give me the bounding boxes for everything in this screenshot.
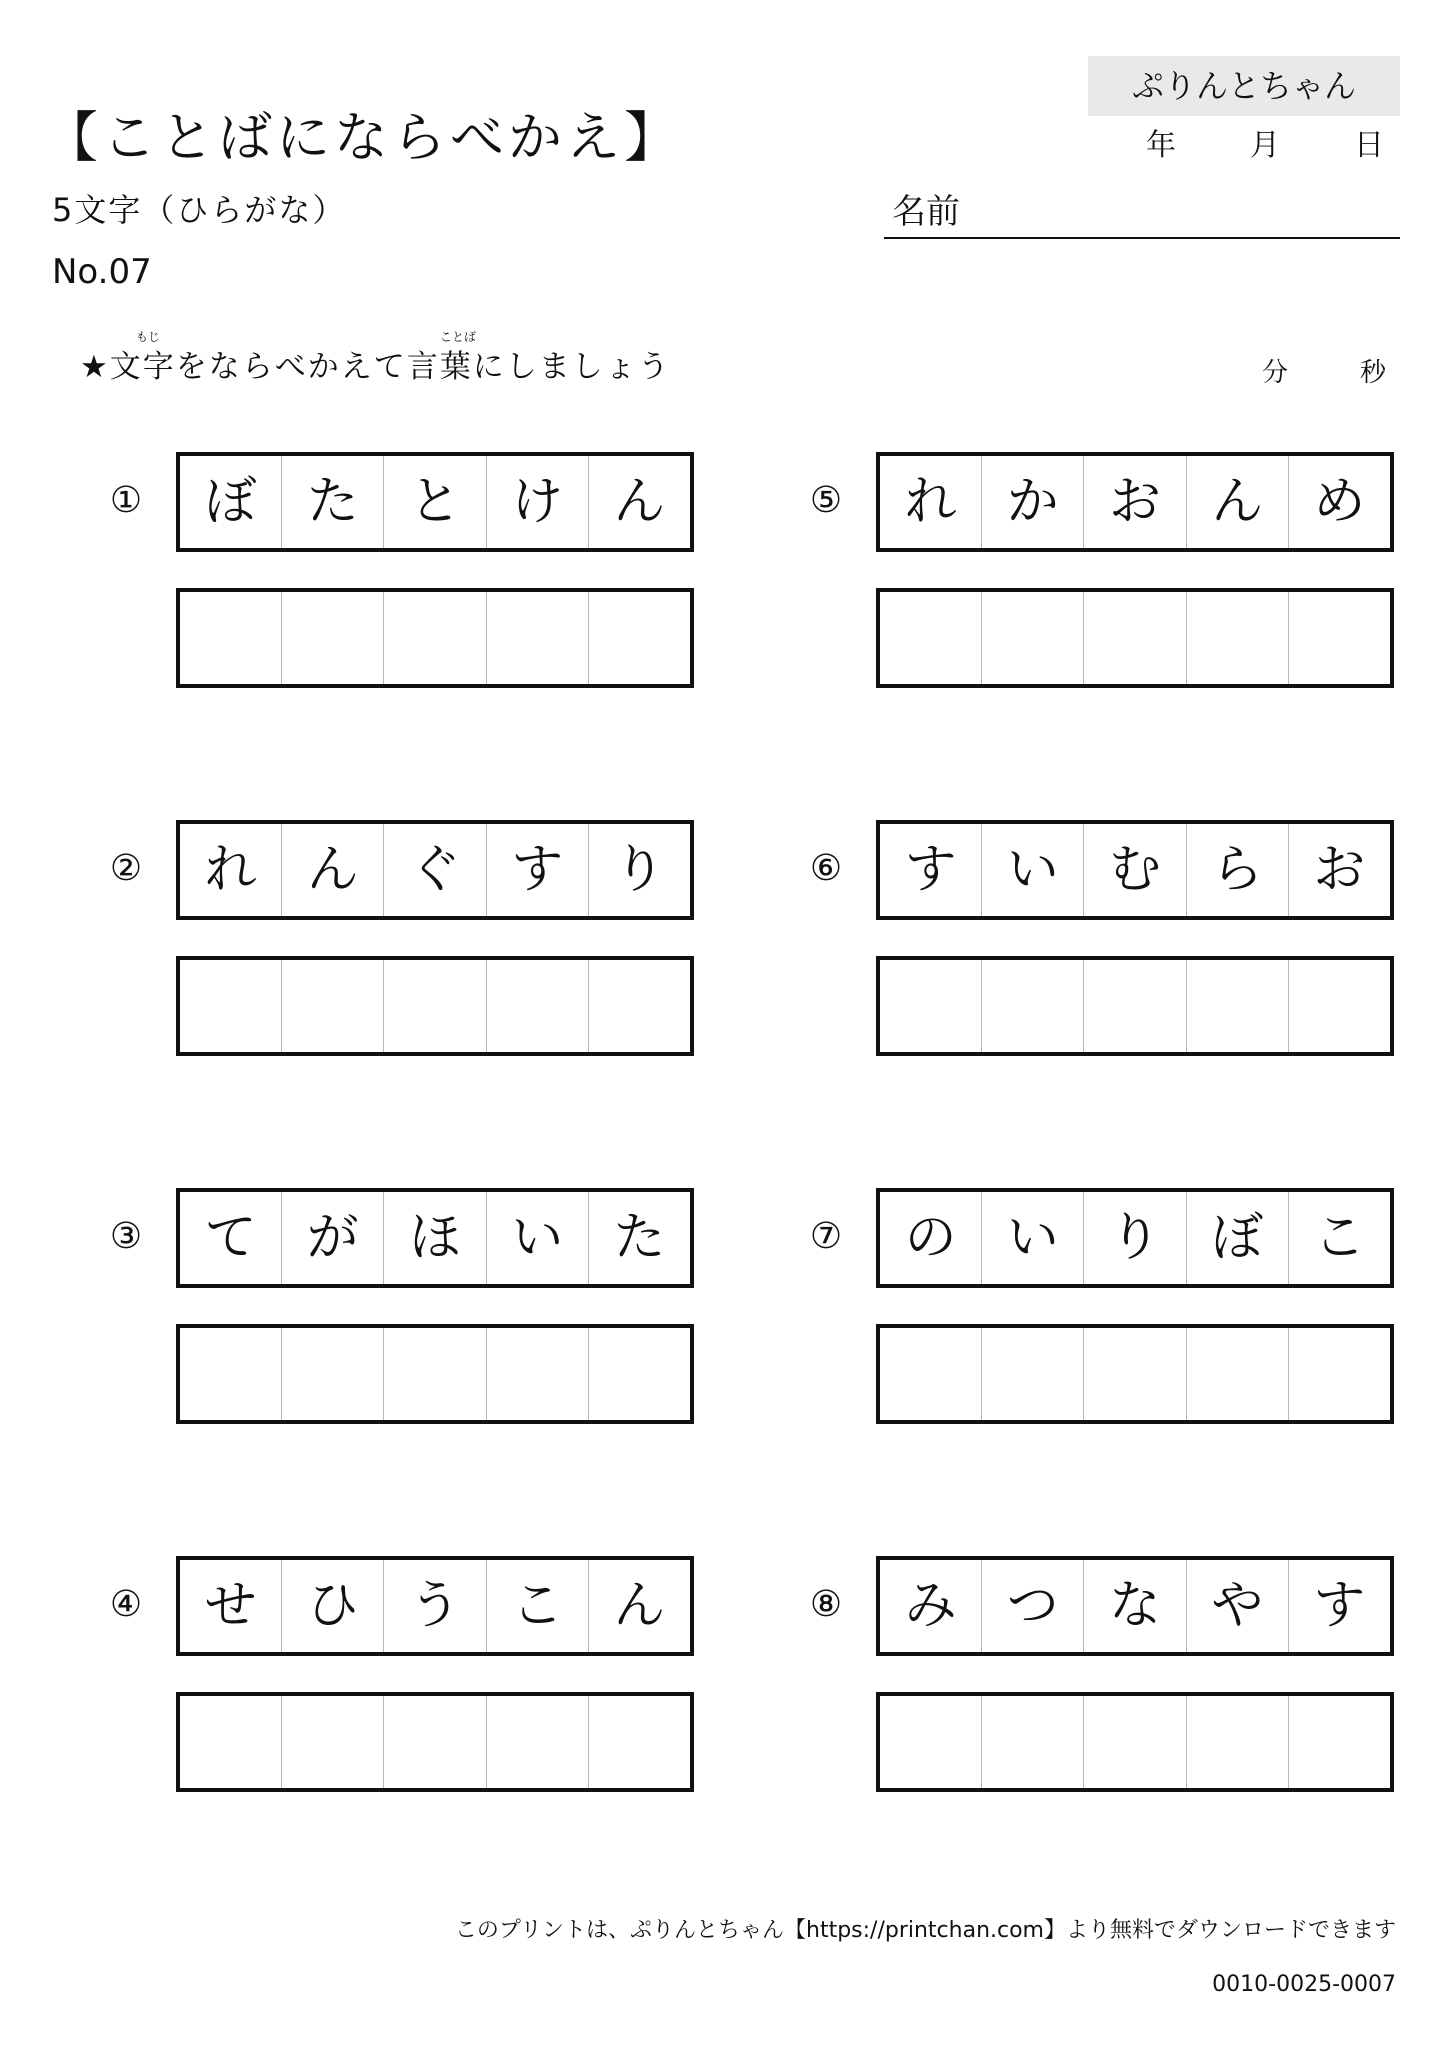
answer-cell[interactable] <box>1288 1696 1390 1788</box>
letter-cell: ぼ <box>204 472 257 532</box>
answer-cell[interactable] <box>383 1328 485 1420</box>
brand-label: ぷりんとちゃん <box>1088 56 1400 116</box>
answer-cell[interactable] <box>981 960 1083 1052</box>
letter-cell: う <box>383 1560 485 1652</box>
answer-box[interactable] <box>176 1324 694 1424</box>
answer-cell[interactable] <box>486 1696 588 1788</box>
letter-cell: こ <box>1288 1192 1390 1284</box>
letter-cell: れ <box>904 472 957 532</box>
letter-cell: た <box>281 456 383 548</box>
answer-cell[interactable] <box>383 592 485 684</box>
worksheet-number: No.07 <box>52 252 152 292</box>
question-number: ⑤ <box>809 480 843 521</box>
question-number: ③ <box>109 1216 143 1257</box>
scrambled-letters-box <box>876 1188 1394 1288</box>
answer-cell[interactable] <box>1083 1328 1185 1420</box>
letter-cell: や <box>1186 1560 1288 1652</box>
answer-cell[interactable] <box>880 1696 981 1788</box>
answer-cell[interactable] <box>383 960 485 1052</box>
letter-cell: ら <box>1186 824 1288 916</box>
letter-cell: す <box>486 824 588 916</box>
letter-cell: つ <box>981 1560 1083 1652</box>
furigana-kotoba: ことば <box>440 330 477 344</box>
answer-cell[interactable] <box>880 592 981 684</box>
answer-cell[interactable] <box>180 960 281 1052</box>
letter-cell: か <box>981 456 1083 548</box>
letter-cell: ぐ <box>383 824 485 916</box>
answer-cell[interactable] <box>1083 592 1185 684</box>
letter-cell: た <box>588 1192 690 1284</box>
question-number: ⑧ <box>809 1584 843 1625</box>
answer-cell[interactable] <box>588 592 690 684</box>
name-label: 名前 <box>892 192 960 232</box>
answer-cell[interactable] <box>1083 960 1185 1052</box>
letter-cell: り <box>1083 1192 1185 1284</box>
answer-cell[interactable] <box>588 1696 690 1788</box>
scrambled-letters-box <box>876 1556 1394 1656</box>
instruction-text: ★文字をならべかえて言葉にしましょう <box>80 349 671 385</box>
answer-box[interactable] <box>176 588 694 688</box>
minutes-label: 分 <box>1262 358 1289 388</box>
answer-cell[interactable] <box>180 1696 281 1788</box>
letter-cell: が <box>281 1192 383 1284</box>
answer-cell[interactable] <box>981 1328 1083 1420</box>
answer-cell[interactable] <box>281 1328 383 1420</box>
answer-cell[interactable] <box>486 1328 588 1420</box>
footer-notice: このプリントは、ぷりんとちゃん【https://printchan.com】より無料でダウンロードできます <box>454 1918 1396 1943</box>
letter-cell: せ <box>204 1576 257 1636</box>
answer-box[interactable] <box>876 956 1394 1056</box>
letter-cell: い <box>981 1192 1083 1284</box>
answer-cell[interactable] <box>486 592 588 684</box>
letter-cell: ん <box>588 1560 690 1652</box>
answer-cell[interactable] <box>981 592 1083 684</box>
letter-cell: む <box>1083 824 1185 916</box>
letter-cell: ん <box>281 824 383 916</box>
letter-cell: れ <box>204 840 257 900</box>
answer-cell[interactable] <box>383 1696 485 1788</box>
scrambled-letters-box <box>876 452 1394 552</box>
question-number: ⑥ <box>809 848 843 889</box>
answer-cell[interactable] <box>180 1328 281 1420</box>
answer-cell[interactable] <box>1186 960 1288 1052</box>
letter-cell: す <box>1288 1560 1390 1652</box>
question-number: ④ <box>109 1584 143 1625</box>
answer-cell[interactable] <box>486 960 588 1052</box>
letter-cell: ぼ <box>1186 1192 1288 1284</box>
answer-cell[interactable] <box>588 1328 690 1420</box>
answer-cell[interactable] <box>281 1696 383 1788</box>
scrambled-letters-box <box>176 820 694 920</box>
answer-cell[interactable] <box>1186 1328 1288 1420</box>
worksheet-title: 【ことばにならべかえ】 <box>44 106 682 169</box>
question-number: ② <box>109 848 143 889</box>
answer-cell[interactable] <box>1288 592 1390 684</box>
letter-cell: ん <box>1186 456 1288 548</box>
year-label: 年 <box>1146 128 1176 163</box>
letter-cell: ほ <box>383 1192 485 1284</box>
letter-cell: け <box>486 456 588 548</box>
answer-cell[interactable] <box>1186 1696 1288 1788</box>
letter-cell: と <box>383 456 485 548</box>
answer-cell[interactable] <box>880 960 981 1052</box>
answer-cell[interactable] <box>588 960 690 1052</box>
answer-cell[interactable] <box>1083 1696 1185 1788</box>
scrambled-letters-box <box>176 1556 694 1656</box>
question-number: ① <box>109 480 143 521</box>
answer-cell[interactable] <box>281 960 383 1052</box>
letter-cell: な <box>1083 1560 1185 1652</box>
question-number: ⑦ <box>809 1216 843 1257</box>
letter-cell: て <box>204 1208 257 1268</box>
letter-cell: お <box>1083 456 1185 548</box>
answer-box[interactable] <box>176 956 694 1056</box>
letter-cell: ひ <box>281 1560 383 1652</box>
letter-cell: い <box>486 1192 588 1284</box>
document-code: 0010-0025-0007 <box>1212 1972 1396 1997</box>
answer-cell[interactable] <box>281 592 383 684</box>
letter-cell: り <box>588 824 690 916</box>
name-line[interactable] <box>884 237 1400 239</box>
seconds-label: 秒 <box>1360 358 1387 388</box>
answer-box[interactable] <box>176 1692 694 1792</box>
answer-cell[interactable] <box>981 1696 1083 1788</box>
month-label: 月 <box>1250 128 1280 163</box>
letter-cell: い <box>981 824 1083 916</box>
worksheet-subtitle: 5文字（ひらがな） <box>52 191 347 229</box>
answer-box[interactable] <box>876 1692 1394 1792</box>
furigana-moji: もじ <box>136 330 161 344</box>
answer-box[interactable] <box>876 588 1394 688</box>
scrambled-letters-box <box>176 1188 694 1288</box>
answer-cell[interactable] <box>1288 960 1390 1052</box>
letter-cell: の <box>904 1208 957 1268</box>
answer-box[interactable] <box>876 1324 1394 1424</box>
letter-cell: こ <box>486 1560 588 1652</box>
day-label: 日 <box>1354 128 1384 163</box>
letter-cell: め <box>1288 456 1390 548</box>
scrambled-letters-box <box>176 452 694 552</box>
scrambled-letters-box <box>876 820 1394 920</box>
answer-cell[interactable] <box>880 1328 981 1420</box>
letter-cell: す <box>904 840 957 900</box>
answer-cell[interactable] <box>180 592 281 684</box>
answer-cell[interactable] <box>1186 592 1288 684</box>
answer-cell[interactable] <box>1288 1328 1390 1420</box>
letter-cell: お <box>1288 824 1390 916</box>
letter-cell: ん <box>588 456 690 548</box>
letter-cell: み <box>904 1576 957 1636</box>
